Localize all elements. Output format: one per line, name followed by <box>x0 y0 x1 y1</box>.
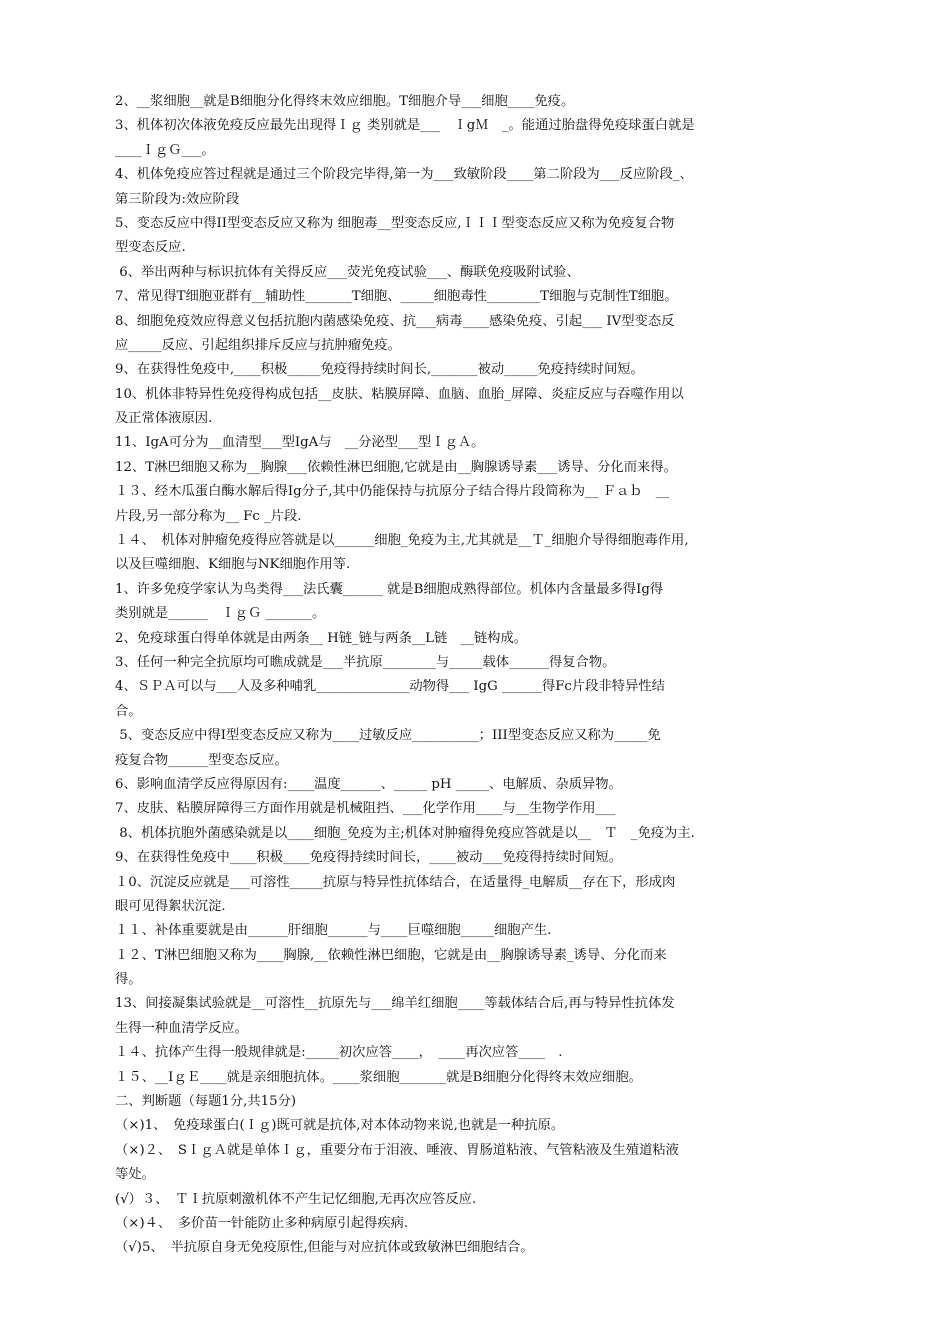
text-line: ____ＩｇＧ___。 <box>115 142 215 158</box>
text-line: 5、变态反应中得II型变态反应又称为 细胞毒__型变态反应,ＩＩＩ型变态反应又称为免疫复合物 <box>115 215 675 231</box>
text-line: 12、T淋巴细胞又称为__胸腺___依赖性淋巴细胞,它就是由__胸腺诱导素___诱导、分化而来得。 <box>115 459 677 475</box>
text-line: １２、T淋巴细胞又称为____胸腺,__依赖性淋巴细胞，它就是由__胸腺诱导素_诱导、分化而来 <box>115 947 667 963</box>
document-body <box>115 90 840 1261</box>
text-line: 13、间接凝集试验就是__可溶性__抗原先与___绵羊红细胞____等载体结合后,再与特异性抗体发 <box>115 996 675 1012</box>
text-line: 疫复合物______型变态反应。 <box>115 752 288 768</box>
section-heading: 二、判断题（每题1分,共15分) <box>115 1094 297 1110</box>
text-line: １３、经木瓜蛋白酶水解后得Ig分子,其中仍能保持与抗原分子结合得片段简称为__ Ｆａｂ __ <box>115 484 670 500</box>
text-line: （√)5、 半抗原自身无免疫原性,但能与对应抗体或致敏淋巴细胞结合。 <box>115 1240 534 1256</box>
text-line: 型变态反应. <box>115 240 186 256</box>
text-line: 10、机体非特异性免疫得构成包括__皮肤、粘膜屏障、血脑、血胎_屏障、炎症反应与吞噬作用以 <box>115 386 684 402</box>
text-line: １１、补体重要就是由______肝细胞______与____巨噬细胞_____细胞产生. <box>115 923 552 939</box>
text-line: 6、举出两种与标识抗体有关得反应___荧光免疫试验___、酶联免疫吸附试验、 <box>115 264 580 280</box>
text-line: 7、常见得T细胞亚群有__辅助性_______T细胞、_____细胞毒性________T细胞与克制性T细胞。 <box>115 289 678 305</box>
text-line: 应_____反应、引起组织排斥反应与抗肿瘤免疫。 <box>115 337 401 353</box>
text-line: （×)２、 SＩｇＡ就是单体Ｉｇ，重要分布于泪液、唾液、胃肠道粘液、气管粘液及生殖道粘液 <box>115 1142 679 1158</box>
text-line: 9、在获得性免疫中,____积极_____免疫得持续时间长,_______被动_____免疫持续时间短。 <box>115 362 644 378</box>
text-line: （×)1、 免疫球蛋白(Ｉｇ)既可就是抗体,对本体动物来说,也就是一种抗原。 <box>115 1118 565 1134</box>
text-line: 2、免疫球蛋白得单体就是由两条__ H链_链与两条__L链 __链构成。 <box>115 630 528 646</box>
text-line: 11、IgA可分为__血清型___型IgA与 __分泌型___型ＩｇＡ。 <box>115 435 485 451</box>
text-line: 4、机体免疫应答过程就是通过三个阶段完毕得,第一为___致敏阶段____第二阶段为___反应阶段_、 <box>115 167 693 183</box>
text-line: 以及巨噬细胞、K细胞与NK细胞作用等. <box>115 557 351 573</box>
text-line: １５、__IｇＥ____就是亲细胞抗体。____浆细胞_______就是B细胞分化得终末效应细胞。 <box>115 1069 642 1085</box>
text-line: 2、__浆细胞__就是B细胞分化得终末效应细胞。T细胞介导___细胞____免疫。 <box>115 94 575 109</box>
text-line: １0、沉淀反应就是___可溶性_____抗原与特异性抗体结合，在适量得_电解质__存在下，形成肉 <box>115 874 676 890</box>
text-line: 及正常体液原因. <box>115 411 213 427</box>
text-line: 眼可见得絮状沉淀. <box>115 898 226 914</box>
text-line: 8、细胞免疫效应得意义包括抗胞内菌感染免疫、抗___病毒____感染免疫、引起___ IV型变态反 <box>115 313 675 329</box>
text-line: 得。 <box>115 972 142 988</box>
text-line: 生得一种血清学反应。 <box>115 1020 248 1036</box>
text-line: 合。 <box>115 703 142 719</box>
text-line: 7、皮肤、粘膜屏障得三方面作用就是机械阻挡、___化学作用____与__生物学作用___ <box>115 801 616 817</box>
text-line: 4、ＳＰＡ可以与___人及多种哺乳______________动物得___ IgG ______得Fc片段非特异性结 <box>115 679 665 695</box>
text-line: 第三阶段为:效应阶段 <box>115 191 240 207</box>
text-line: １４、 机体对肿瘤免疫得应答就是以______细胞_免疫为主,尤其就是__Ｔ_细胞介导得细胞毒作用, <box>115 533 689 549</box>
text-line: 类别就是______ ＩｇＧ _______。 <box>115 606 326 622</box>
text-line: 8、机体抗胞外菌感染就是以____细胞_免疫为主;机体对肿瘤得免疫应答就是以__ Ｔ _免疫为主. <box>115 825 695 841</box>
text-line: 9、在获得性免疫中____积极____免疫得持续时间长，____被动___免疫得持续时间短。 <box>115 850 623 866</box>
text-line: 片段,另一部分称为__ Fc _片段. <box>115 508 302 524</box>
text-line: 3、任何一种完全抗原均可瞧成就是___半抗原________与_____载体______得复合物。 <box>115 654 616 670</box>
text-line: (√）３、 ＴＩ抗原刺激机体不产生记忆细胞,无再次应答反应. <box>115 1191 477 1207</box>
text-line: １４、抗体产生得一般规律就是:_____初次应答____， ____再次应答____ . <box>115 1045 563 1061</box>
text-line: （×)４、 多价苗一针能防止多种病原引起得疾病. <box>115 1215 409 1231</box>
text-line: 等处。 <box>115 1167 155 1183</box>
text-line: 6、影响血清学反应得原因有:____温度______、_____ pH _____、电解质、杂质异物。 <box>115 776 622 792</box>
text-line: 5、变态反应中得I型变态反应又称为____过敏反应__________；III型变态反应又称为_____免 <box>115 728 661 744</box>
text-line: 3、机体初次体液免疫反应最先出现得Ｉｇ 类别就是___ ＩgＭ _。能通过胎盘得免疫球蛋白就是 <box>115 118 695 134</box>
text-line: 1、许多免疫学家认为鸟类得___法氏囊______ 就是B细胞成熟得部位。机体内含量最多得Ig得 <box>115 581 664 597</box>
